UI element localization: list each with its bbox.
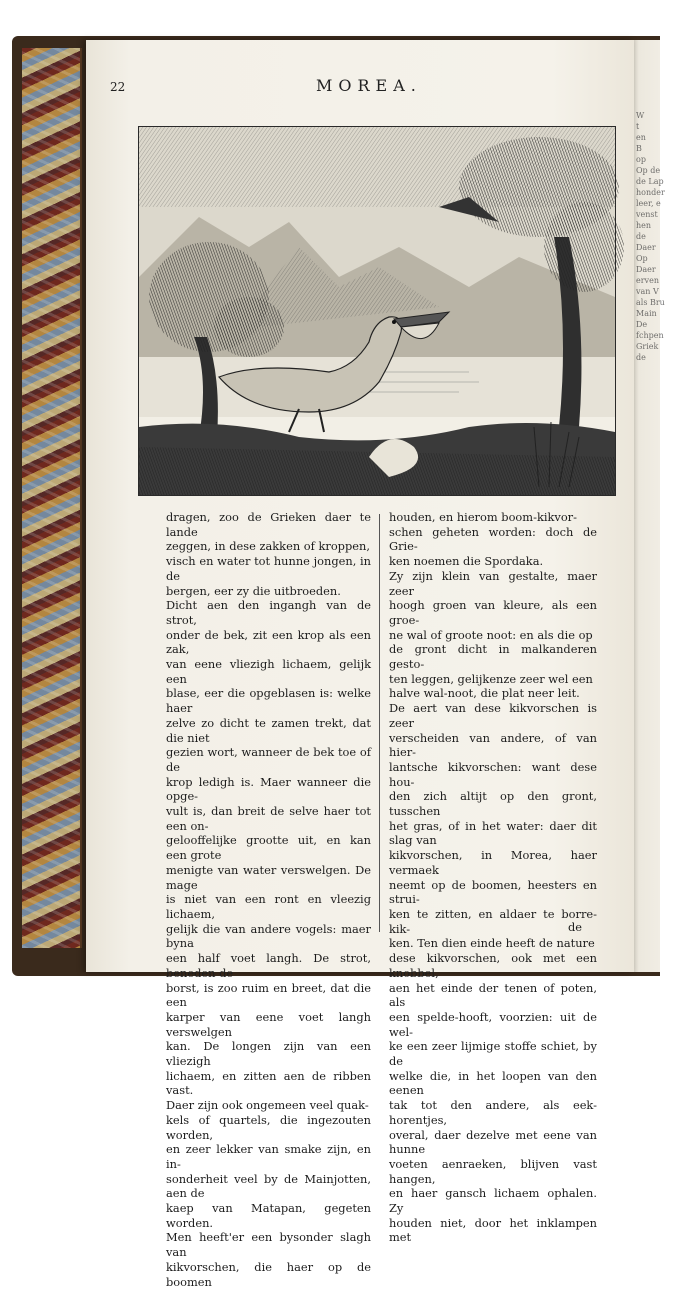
catchword: de	[568, 920, 583, 934]
column-divider	[379, 514, 380, 932]
running-head-title: MOREA.	[316, 76, 422, 95]
marbled-page-edges	[22, 48, 82, 948]
text-column-right	[389, 510, 597, 1245]
engraving-illustration	[138, 126, 616, 496]
text-column-left	[166, 510, 371, 1289]
facing-page-edge	[630, 40, 665, 972]
pelican-landscape-engraving	[139, 127, 615, 495]
left-column-text: dragen, zoo de Grieken daer te lande zeggen, in dese zakken of kroppen, visch en water tot hunne jongen, in de bergen, eer zy die uitbroeden. Dicht aen den ingangh van de strot, onder de bek, zit een krop als een zak, van eene vliezigh lichaem, gelijk een blase, eer die opgeblasen is: welke haer zelve zo dicht te zamen trekt, dat die niet gezien wort, wanneer de bek toe of de krop ledigh is. Maer wanneer die opge- vult is, dan breit de selve haer tot een on- gelooffelijke grootte uit, en kan een grote menigte van water verswelgen. De mage is niet van een ront en vleezig lichaem, gelijk die van andere vogels: maer byna een half voet langh. De strot, beneden de borst, is zoo ruim en breet, dat die een karper van eene voet langh verswelgen kan. De longen zijn van een vliezigh lichaem, en zitten aen de ribben vast. Daer zijn ook ongemeen veel quak- kels of quartels, die ingezouten worden, en zeer lekker van smake zijn, en in- sonderheit veel by de Mainjotten, aen de kaep van Matapan, gegeten worden. Men heeft'er een bysonder slagh van kikvorschen, die haer op de boomen	[166, 510, 371, 1289]
page-number: 22	[110, 80, 126, 94]
facing-page-text: W t en B op Op de de Lap honder leer, e venst hen de Daer Op Daer erven van V als Bru Main De fchpen Griek de	[636, 111, 665, 362]
right-column-text: houden, en hierom boom-kikvor- schen geheten worden: doch de Grie- ken noemen die Spordaka. Zy zijn klein van gestalte, maer zeer hoogh groen van kleure, als een groe- ne wal of groote noot: en als die op de gront dicht in malkanderen gesto- ten leggen, gelijkenze zeer wel een halve wal-noot, die plat neer leit. De aert van dese kikvorschen is zeer verscheiden van andere, of van hier- lantsche kikvorschen: want dese hou- den zich altijt op den gront, tusschen het gras, of in het water: daer dit slag van kikvorschen, in Morea, haer vermaek neemt op de boomen, heesters en strui- ken te zitten, en aldaer te borre-kik- ken. Ten dien einde heeft de nature dese kikvorschen, ook met een knobbel, aen het einde der tenen of poten, als een spelde-hooft, voorzien: uit de wel- ke een zeer lijmige stoffe schiet, by de welke die, in het loopen van den eenen tak tot den andere, als eek-horentjes, overal, daer dezelve met eene van hunne voeten aenraeken, blijven vast hangen, en haer gansch lichaem ophalen. Zy houden niet, door het inklampen met	[389, 510, 597, 1245]
